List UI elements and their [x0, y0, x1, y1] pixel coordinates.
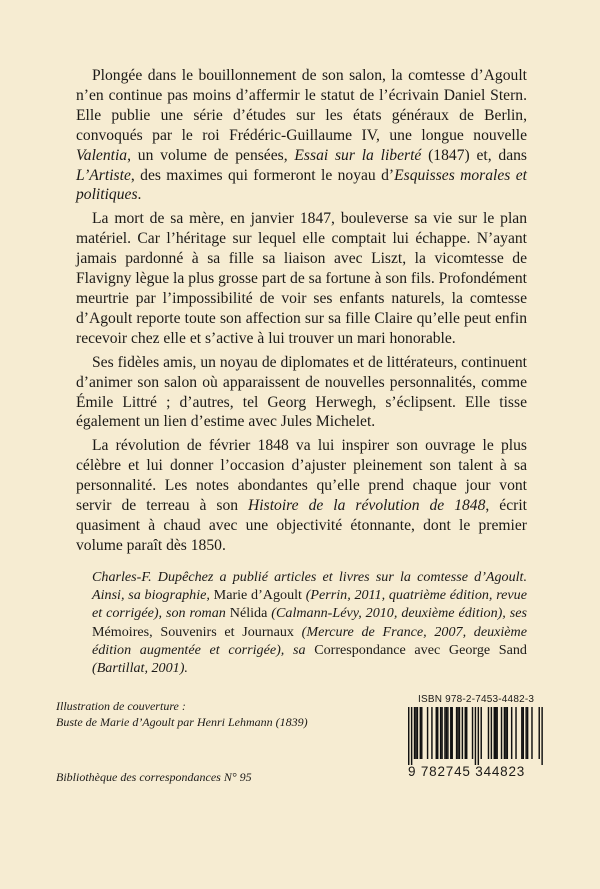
text-segment: Ses fidèles amis, un noyau de diplomates et de littérateurs, continuent d’animer son salon où apparaissent de nouvelles personnalités, comme Émile Littré ; d’autres, tel Georg Herwegh, s’éclipsent. Elle tisse également un lien d’estime avec Jules Michelet.: [76, 353, 527, 431]
italic-title: Histoire de la révolution de 1848: [248, 497, 486, 515]
bio-italic-text: (Bartillat, 2001).: [92, 660, 188, 677]
barcode-bar: [505, 707, 506, 759]
barcode-bar: [521, 707, 522, 759]
barcode-bar: [531, 707, 532, 759]
paragraph: [76, 353, 527, 433]
barcode-bar: [475, 707, 476, 765]
barcode-bar: [414, 707, 415, 759]
barcode-bar: [523, 707, 524, 759]
barcode-bar: [539, 707, 540, 759]
barcode-bar: [459, 707, 460, 759]
text-segment: .: [137, 186, 142, 204]
barcode-bar: [494, 707, 495, 759]
bio-book-title: Marie d’Agoult: [213, 587, 302, 604]
barcode-bar: [437, 707, 438, 759]
text-segment: , des maximes qui formeront le noyau d’: [130, 166, 395, 184]
bio-book-title: Correspondance avec George Sand: [314, 641, 527, 658]
barcode-bar: [481, 707, 482, 759]
text-segment: , écrit quasiment à chaud avec une objectivité étonnante, dont le premier volume paraît dès 1850.: [76, 497, 527, 554]
barcode-bar: [507, 707, 508, 759]
isbn-barcode-block: [404, 694, 554, 779]
barcode-bar: [446, 707, 447, 759]
author-bio: [76, 568, 527, 678]
barcode-bar: [472, 707, 473, 759]
barcode-bar: [491, 707, 492, 759]
bio-book-title: Nélida: [229, 605, 268, 622]
bio-italic-text: (Mercure de France, 2007, deuxième édition augmentée et corrigée), sa: [92, 623, 527, 658]
barcode-bar: [444, 707, 445, 759]
text-segment: , un volume de pensées,: [127, 146, 295, 164]
barcode-bar: [427, 707, 428, 759]
summary-text: [76, 66, 527, 556]
barcode-bar: [436, 707, 437, 759]
barcode-bar: [496, 707, 497, 759]
barcode-bar: [527, 707, 528, 759]
barcode-digits: 9 782745 344823: [408, 764, 526, 779]
credits-text: Buste de Marie d’Agoult par Henri Lehmann (1839): [56, 715, 308, 729]
barcode-bar: [450, 707, 451, 759]
bio-italic-text: Charles-F. Dupêchez a publié articles et livres sur la comtesse d’Agoult. Ainsi, sa biographie,: [92, 568, 527, 604]
barcode-bar: [511, 707, 512, 759]
barcode-bar: [441, 707, 442, 759]
text-segment: La révolution de février 1848 va lui inspirer son ouvrage le plus célèbre et lui donner l’occasion d’ajuster pleinement son talent à sa personnalité. Les notes abondantes qu’elle prend chaque jour vont servir de terreau à son: [76, 437, 527, 515]
barcode-bar: [465, 707, 466, 759]
barcode-bar: [415, 707, 416, 759]
barcode: [404, 707, 544, 765]
paragraph: [76, 209, 527, 348]
italic-title: L’Artiste: [76, 166, 131, 184]
barcode-bar: [411, 707, 412, 765]
barcode-bar: [504, 707, 505, 759]
barcode-bar: [408, 707, 409, 765]
italic-title: Valentia: [76, 146, 128, 164]
barcode-bar: [420, 707, 421, 759]
barcode-bar: [440, 707, 441, 759]
bio-italic-text: (Calmann-Lévy, 2010, deuxième édition), ses: [267, 605, 528, 622]
bio-book-title: Mémoires, Souvenirs et Journaux: [92, 623, 294, 640]
barcode-bar: [417, 707, 418, 759]
barcode-bar: [478, 707, 479, 765]
barcode-bar: [541, 707, 542, 765]
text-segment: La mort de sa mère, en janvier 1847, bouleverse sa vie sur le plan matériel. Car l’héritage sur lequel elle comptait lui échappe. N’ayant jamais pardonné à sa fille sa liaison avec Liszt, la vicomtesse de Flavigny lègue la plus grosse part de sa fortune à son fils. Profondément meurtrie par l’impossibilité de voir ses enfants naturels, la comtesse d’Agoult reporte toute son affection sur sa fille Claire qu’elle peut enfin recevoir chez elle et s’active à lui trouver un mari honorable.: [76, 210, 527, 347]
barcode-bar: [466, 707, 467, 759]
barcode-bar: [447, 707, 448, 759]
text-segment: (1847) et, dans: [421, 146, 527, 164]
isbn-label: ISBN 978-2-7453-4482-3: [418, 694, 535, 705]
credits-heading: Illustration de couverture :: [56, 699, 186, 713]
text-segment: Plongée dans le bouillonnement de son salon, la comtesse d’Agoult n’en continue pas moins d’affermir le statut de l’écrivain Daniel Stern. Elle publie une série d’études sur les états généraux de Berlin, convoqués par le roi Frédéric-Guillaume IV, une longue nouvelle: [76, 67, 527, 144]
barcode-bar: [488, 707, 489, 759]
barcode-bar: [431, 707, 432, 759]
barcode-bar: [525, 707, 526, 759]
barcode-bar: [421, 707, 422, 759]
barcode-bar: [501, 707, 502, 759]
barcode-bar: [452, 707, 453, 759]
italic-title: Essai sur la liberté: [294, 146, 422, 164]
cover-credits: [56, 698, 308, 730]
bio-italic-text: (Perrin, 2011, quatrième édition, revue et corrigée), son roman: [92, 587, 527, 622]
barcode-bar: [456, 707, 457, 759]
barcode-bar: [462, 707, 463, 759]
collection-label: Bibliothèque des correspondances N° 95: [56, 770, 252, 784]
barcode-bar: [457, 707, 458, 759]
barcode-bar: [495, 707, 496, 759]
back-cover-content: [76, 66, 527, 678]
paragraph: [76, 66, 527, 205]
paragraph: [76, 436, 527, 555]
italic-title: Esquisses morales et politiques: [76, 166, 528, 204]
barcode-bar: [515, 707, 516, 759]
